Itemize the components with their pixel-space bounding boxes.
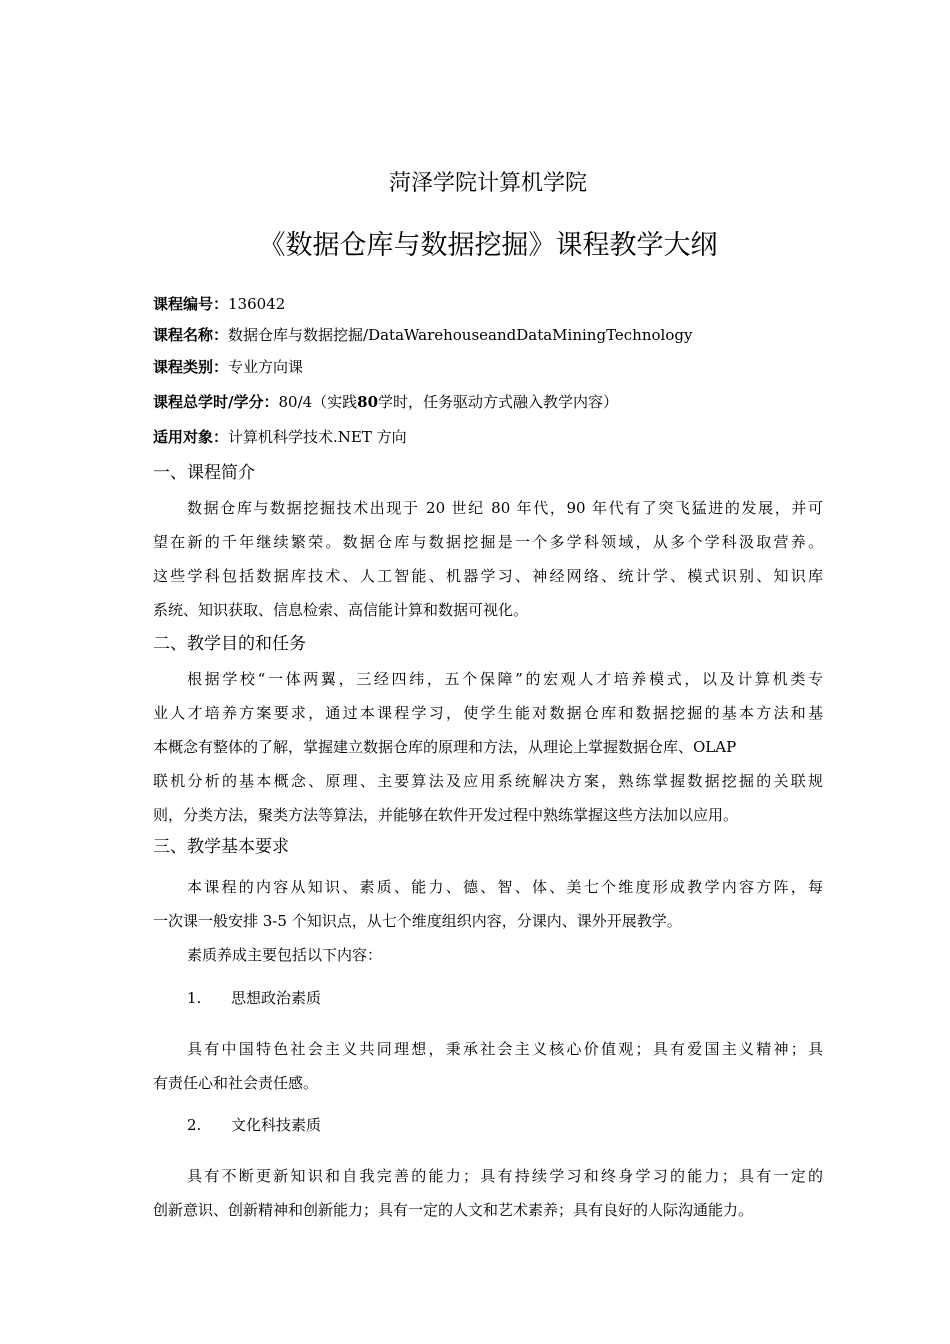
quality-item-2 [187, 1115, 321, 1135]
paragraph-line: 望在新的千年继续繁荣。数据仓库与数据挖掘是一个多学科领域，从多个学科汲取营养。 [153, 533, 823, 551]
paragraph-line: 则，分类方法，聚类方法等算法，并能够在软件开发过程中熟练掌握这些方法加以应用。 [153, 806, 739, 824]
course-hours-value [278, 393, 618, 411]
course-type-label: 课程类别： [153, 358, 229, 376]
paragraph-line: 数据仓库与数据挖掘技术出现于 20 世纪 80 年代，90 年代有了突飞猛进的发展，并可 [187, 499, 823, 517]
section-heading-objectives: 二、教学目的和任务 [153, 634, 306, 654]
paragraph-line: 联机分析的基本概念、原理、主要算法及应用系统解决方案，熟练掌握数据挖掘的关联规 [153, 772, 823, 790]
paragraph-line: 具有不断更新知识和自我完善的能力；具有持续学习和终身学习的能力；具有一定的 [187, 1167, 823, 1185]
section-heading-intro: 一、课程简介 [153, 463, 255, 483]
paragraph-line: 有责任心和社会责任感。 [153, 1074, 319, 1092]
course-code-label: 课程编号： [153, 295, 229, 313]
paragraph-line: 创新意识、创新精神和创新能力；具有一定的人文和艺术素养；具有良好的人际沟通能力。 [153, 1201, 754, 1219]
course-type-row [153, 357, 823, 377]
section-requirements-paragraph [153, 870, 823, 972]
course-name-value: 数据仓库与数据挖掘/DataWarehouseandDataMiningTechnology [228, 326, 693, 344]
section-heading-requirements: 三、教学基本要求 [153, 837, 289, 857]
item-title: 思想政治素质 [231, 989, 322, 1007]
paragraph-line: 根据学校“一体两翼，三经四纬，五个保障”的宏观人才培养模式，以及计算机类专 [187, 670, 823, 688]
item-title: 文化科技素质 [231, 1116, 322, 1134]
course-hours-value-c: 学时，任务驱动方式融入教学内容） [378, 393, 619, 411]
course-hours-value-a: 80/4（实践 [278, 393, 358, 411]
target-audience-label: 适用对象： [153, 428, 229, 446]
item-number: 1. [187, 989, 202, 1007]
section-objectives-paragraph [153, 662, 823, 832]
paragraph-line: 业人才培养方案要求，通过本课程学习，使学生能对数据仓库和数据挖掘的基本方法和基 [153, 704, 823, 722]
college-title: 菏泽学院计算机学院 [388, 171, 587, 196]
course-name-row [153, 325, 823, 345]
course-type-value: 专业方向课 [228, 358, 304, 376]
paragraph-line: 具有中国特色社会主义共同理想，秉承社会主义核心价值观；具有爱国主义精神；具 [187, 1040, 823, 1058]
paragraph-line: 本概念有整体的了解，掌握建立数据仓库的原理和方法，从理论上掌握数据仓库、OLAP [153, 738, 737, 756]
course-syllabus-title: 《数据仓库与数据挖掘》课程教学大纲 [258, 230, 718, 261]
paragraph-line: 一次课一般安排 3-5 个知识点，从七个维度组织内容，分课内、课外开展教学。 [153, 912, 682, 930]
paragraph-line: 这些学科包括数据库技术、人工智能、机器学习、神经网络、统计学、模式识别、知识库 [153, 567, 823, 585]
item-number: 2. [187, 1116, 202, 1134]
quality-item-1-paragraph [153, 1032, 823, 1100]
course-name-label: 课程名称： [153, 326, 229, 344]
target-audience-row [153, 427, 823, 447]
paragraph-line: 本课程的内容从知识、素质、能力、德、智、体、美七个维度形成教学内容方阵，每 [187, 878, 823, 896]
quality-item-1 [187, 988, 321, 1008]
course-hours-label: 课程总学时/学分： [153, 393, 279, 411]
paragraph-line: 系统、知识获取、信息检索、高信能计算和数据可视化。 [153, 601, 529, 619]
target-audience-value: 计算机科学技术.NET 方向 [228, 428, 407, 446]
course-code-value: 136042 [228, 295, 286, 313]
section-intro-paragraph [153, 491, 823, 627]
practice-hours-value: 80 [357, 393, 379, 411]
course-code-row [153, 294, 823, 314]
quality-intro-line: 素质养成主要包括以下内容： [187, 946, 383, 964]
quality-item-2-paragraph [153, 1159, 823, 1227]
course-hours-row [153, 392, 823, 412]
